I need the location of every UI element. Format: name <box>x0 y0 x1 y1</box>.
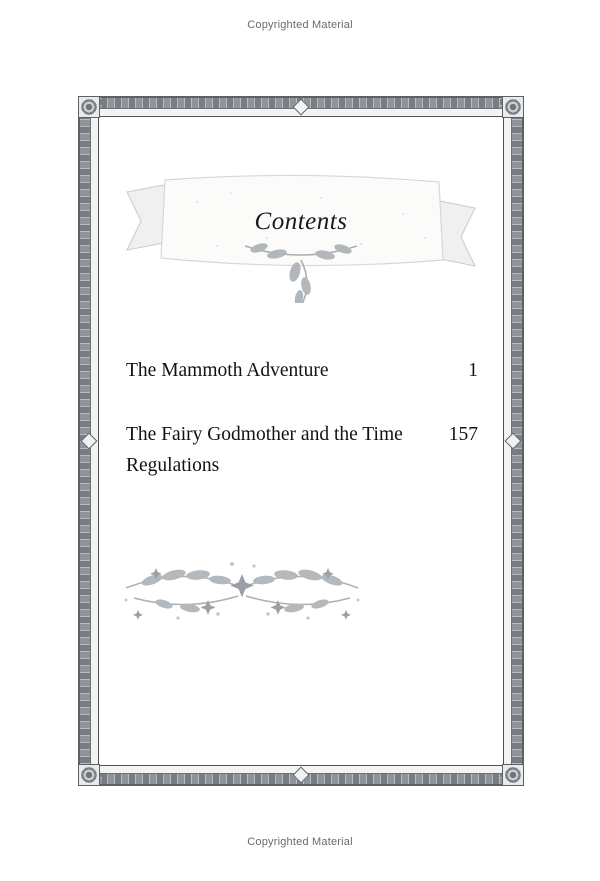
toc-entry-title: The Fairy Godmother and the Time Regulations <box>126 423 403 477</box>
corner-rosette-bottom-right-icon <box>502 764 524 786</box>
contents-banner <box>125 168 477 303</box>
book-sheet <box>78 96 524 786</box>
corner-rosette-top-left-icon <box>78 96 100 118</box>
watermark-bottom: Copyrighted Material <box>247 836 353 848</box>
table-of-contents <box>126 355 478 482</box>
toc-entry-title: The Mammoth Adventure <box>126 360 329 381</box>
page-content <box>112 130 490 752</box>
leaf-and-stars-flourish-icon <box>112 548 372 626</box>
toc-entry-page: 157 <box>448 423 478 445</box>
corner-rosette-bottom-left-icon <box>78 764 100 786</box>
toc-entry-page: 1 <box>468 360 478 381</box>
corner-rosette-top-right-icon <box>502 96 524 118</box>
toc-entry[interactable] <box>126 355 478 387</box>
page-title: Contents <box>254 208 348 235</box>
toc-entry[interactable] <box>126 419 478 482</box>
watermark-top: Copyrighted Material <box>247 19 353 31</box>
